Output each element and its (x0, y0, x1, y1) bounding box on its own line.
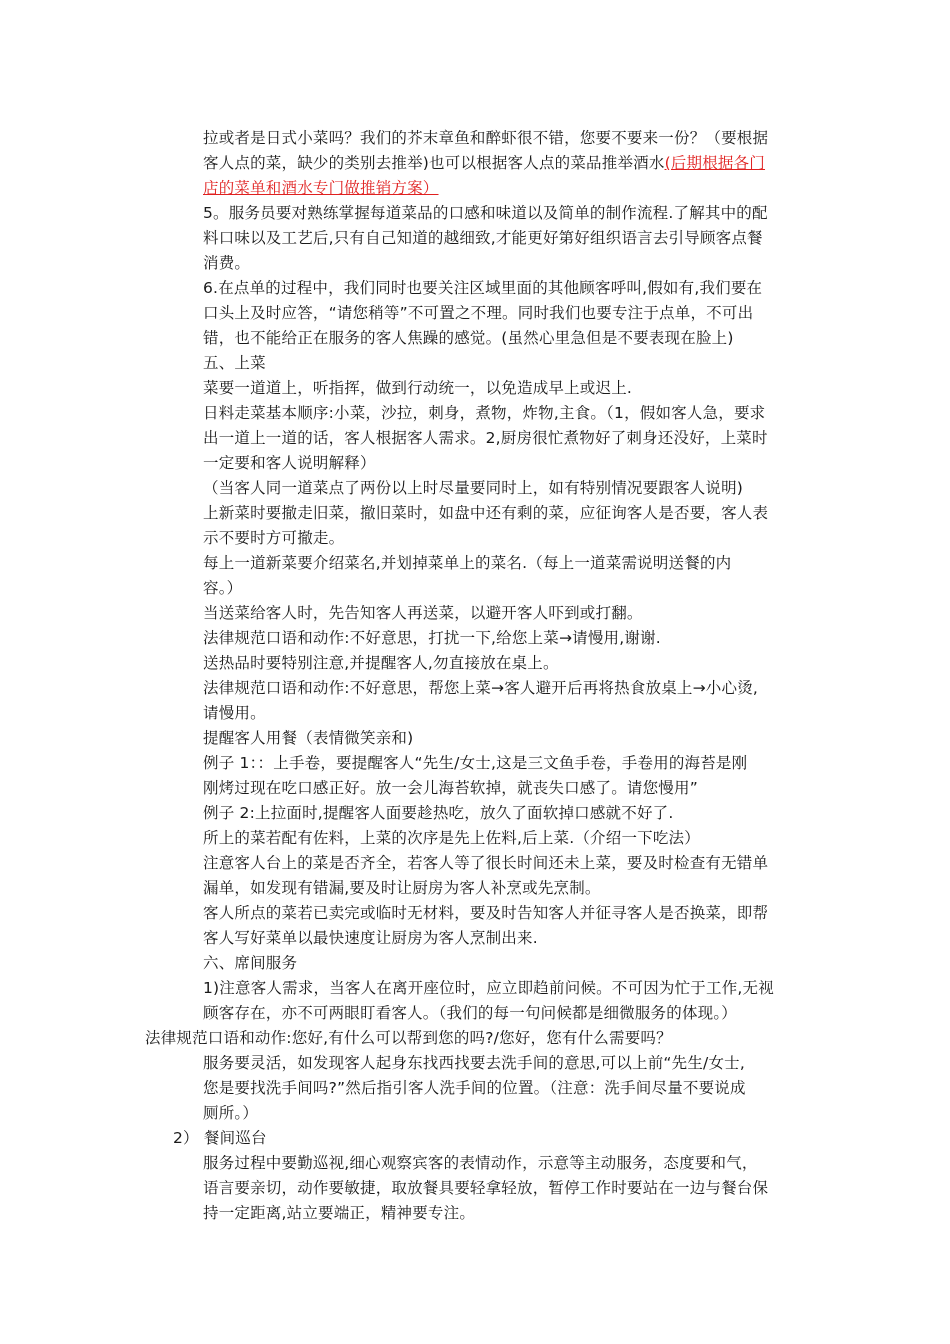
text-line: 6.在点单的过程中，我们同时也要关注区域里面的其他顾客呼叫,假如有,我们要在 (203, 279, 763, 297)
text-line (203, 176, 439, 200)
red-note: (后期根据各门 (664, 154, 766, 172)
text-line: 客人写好菜单以最快速度让厨房为客人烹制出来. (203, 929, 538, 947)
text-line: 语言要亲切，动作要敏捷，取放餐具要轻拿轻放，暂停工作时要站在一边与餐台保 (203, 1179, 769, 1197)
text-line: 5。服务员要对熟练掌握每道菜品的口感和味道以及简单的制作流程.了解其中的配 (203, 204, 768, 222)
text-line: 法律规范口语和动作:不好意思，帮您上菜→客人避开后再将热食放桌上→小心烫, (203, 679, 759, 697)
text-line: 料口味以及工艺后,只有自己知道的越细致,才能更好第好组织语言去引导顾客点餐 (203, 229, 763, 247)
text-line: 客人所点的菜若已卖完或临时无材料，要及时告知客人并征寻客人是否换菜，即帮 (203, 904, 769, 922)
text-line: 服务要灵活，如发现客人起身东找西找要去洗手间的意思,可以上前“先生/女士, (203, 1054, 746, 1072)
text-line: 法律规范口语和动作:您好,有什么可以帮到您的吗?/您好，您有什么需要吗？ (145, 1029, 672, 1047)
text-line: 每上一道新菜要介绍菜名,并划掉菜单上的菜名.（每上一道菜需说明送餐的内 (203, 554, 732, 572)
text-line: 请慢用。 (203, 704, 266, 722)
text-line: 持一定距离,站立要端正，精神要专注。 (203, 1204, 476, 1222)
text-line: 所上的菜若配有佐料，上菜的次序是先上佐料,后上菜.（介绍一下吃法） (203, 829, 700, 847)
section-heading: 五、上菜 (203, 354, 266, 372)
text-line: 拉或者是日式小菜吗？我们的芥末章鱼和醉虾很不错，您要不要来一份？（要根据 (203, 129, 769, 147)
text-line: 出一道上一道的话，客人根据客人需求。2,厨房很忙煮物好了刺身还没好，上菜时 (203, 429, 768, 447)
text-line: 注意客人台上的菜是否齐全，若客人等了很长时间还未上菜，要及时检查有无错单 (203, 854, 769, 872)
text-line: 客人点的菜，缺少的类别去推举)也可以根据客人点的菜品推举酒水(后期根据各门 (203, 154, 766, 172)
text-line: 漏单，如发现有错漏,要及时让厨房为客人补烹或先烹制。 (203, 879, 601, 897)
text-line: 消费。 (203, 254, 251, 272)
text-line: 当送菜给客人时，先告知客人再送菜，以避开客人吓到或打翻。 (203, 604, 643, 622)
text-line: 法律规范口语和动作:不好意思，打扰一下,给您上菜→请慢用,谢谢. (203, 629, 661, 647)
red-note: 店的菜单和酒水专门做推销方案） (203, 179, 439, 197)
text-line: 一定要和客人说明解释） (203, 454, 376, 472)
section-heading: 六、席间服务 (203, 954, 298, 972)
text-line: 刚烤过现在吃口感正好。放一会儿海苔软掉，就丧失口感了。请您慢用” (203, 779, 698, 797)
text-line: 提醒客人用餐（表情微笑亲和) (203, 729, 414, 747)
text-line: 服务过程中要勤巡视,细心观察宾客的表情动作，示意等主动服务，态度要和气， (203, 1154, 758, 1172)
text-line: 1)注意客人需求，当客人在离开座位时，应立即趋前问候。不可因为忙于工作,无视 (203, 979, 774, 997)
text-line: 容。） (203, 579, 243, 597)
text-line: 示不要时方可撤走。 (203, 529, 345, 547)
subsection-heading: 2） 餐间巡台 (173, 1129, 267, 1147)
text-line: （当客人同一道菜点了两份以上时尽量要同时上，如有特别情况要跟客人说明) (203, 479, 744, 497)
text-line: 送热品时要特别注意,并提醒客人,勿直接放在桌上。 (203, 654, 559, 672)
text-line: 菜要一道道上，听指挥，做到行动统一，以免造成早上或迟上. (203, 379, 633, 397)
text-line: 例子 1：：上手卷，要提醒客人“先生/女士,这是三文鱼手卷，手卷用的海苔是刚 (203, 754, 748, 772)
text-line: 例子 2:上拉面时,提醒客人面要趁热吃，放久了面软掉口感就不好了. (203, 804, 674, 822)
text-line: 口头上及时应答，“请您稍等”不可置之不理。同时我们也要专注于点单，不可出 (203, 304, 754, 322)
text-line: 上新菜时要撤走旧菜，撤旧菜时，如盘中还有剩的菜，应征询客人是否要，客人表 (203, 504, 769, 522)
text-line: 日料走菜基本顺序:小菜，沙拉，刺身，煮物，炸物,主食。（1，假如客人急，要求 (203, 404, 766, 422)
text-line: 顾客存在，亦不可两眼盯看客人。（我们的每一句问候都是细微服务的体现。） (203, 1004, 738, 1022)
text-line: 您是要找洗手间吗?”然后指引客人洗手间的位置。（注意：洗手间尽量不要说成 (203, 1079, 746, 1097)
text-line: 错，也不能给正在服务的客人焦躁的感觉。(虽然心里急但是不要表现在脸上) (203, 329, 734, 347)
text-line: 厕所。） (203, 1104, 259, 1122)
